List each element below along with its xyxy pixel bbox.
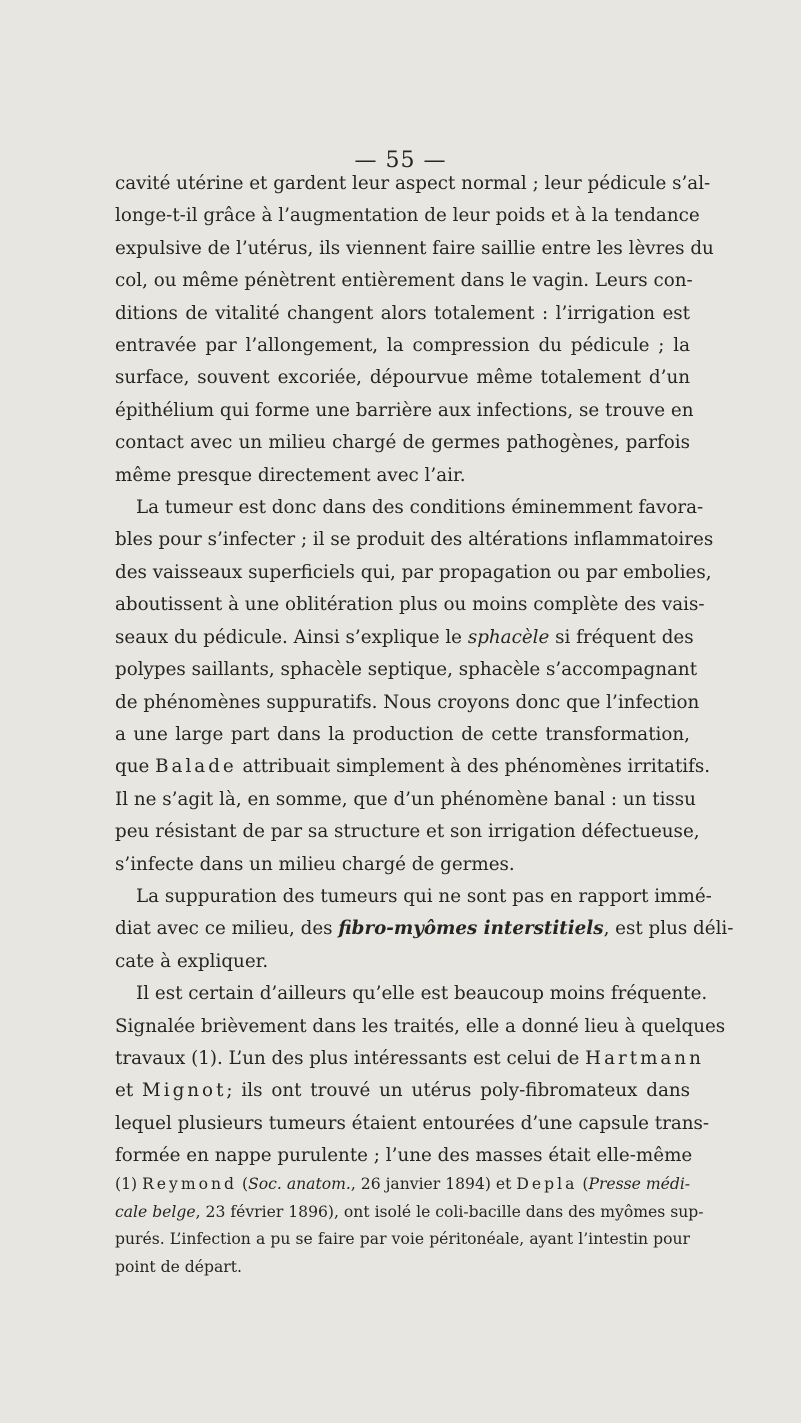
author-name: Balade: [155, 756, 237, 778]
text-line: Il ne s’agit là, en somme, que d’un phénomène banal : un tissu: [115, 788, 696, 810]
text-line: aboutissent à une oblitération plus ou moins complète des vais-: [115, 594, 705, 616]
text-line: La suppuration des tumeurs qui ne sont pas en rapport immé-: [136, 885, 712, 907]
text-line: Il est certain d’ailleurs qu’elle est beaucoup moins fréquente.: [136, 983, 708, 1005]
text-line: ditions de vitalité changent alors totalement : l’irrigation est: [115, 302, 690, 324]
text-line: entravée par l’allongement, la compression du pédicule ; la: [115, 335, 690, 357]
text-line: surface, souvent excoriée, dépourvue même totalement d’un: [115, 367, 690, 389]
footnote-line: [115, 1199, 704, 1227]
journal-title: Presse médi-: [588, 1175, 691, 1193]
text-line: La tumeur est donc dans des conditions éminemment favora-: [136, 497, 704, 519]
text-line: cavité utérine et gardent leur aspect normal ; leur pédicule s’al-: [115, 173, 711, 194]
text-line: col, ou même pénètrent entièrement dans le vagin. Leurs con-: [115, 270, 693, 292]
author-name: Reymond: [142, 1175, 238, 1193]
author-name: Depla: [516, 1175, 578, 1193]
text-segment: diat avec ce milieu, des: [115, 918, 333, 940]
text-segment: et: [115, 1080, 134, 1102]
text-line: de phénomènes suppuratifs. Nous croyons donc que l’infection: [115, 691, 700, 713]
footnote-marker: (1): [115, 1175, 138, 1193]
text-segment: seaux du pédicule. Ainsi s’explique le: [115, 626, 463, 648]
journal-title: cale belge: [115, 1202, 196, 1221]
text-segment: attribuait simplement à des phénomènes irritatifs.: [242, 756, 711, 778]
text-line: même presque directement avec l’air.: [115, 464, 466, 486]
text-segment: , est plus déli-: [603, 918, 734, 940]
text-line: a une large part dans la production de cette transformation,: [115, 723, 690, 745]
text-line: s’infecte dans un milieu chargé de germes.: [115, 853, 515, 875]
footnote-line: [115, 1171, 690, 1199]
text-line: polypes saillants, sphacèle septique, sphacèle s’accompagnant: [115, 659, 698, 681]
text-line: Signalée brièvement dans les traités, elle a donné lieu à quelques: [115, 1015, 726, 1037]
text-line: cate à expliquer.: [115, 950, 269, 972]
text-segment: (: [582, 1175, 589, 1193]
text-line: [115, 1043, 704, 1075]
text-line: longe-t-il grâce à l’augmentation de leur poids et à la tendance: [115, 205, 700, 227]
text-line: peu résistant de par sa structure et son irrigation défectueuse,: [115, 821, 700, 843]
author-name: Hartmann: [585, 1047, 704, 1069]
text-line: contact avec un milieu chargé de germes pathogènes, parfois: [115, 432, 690, 454]
footnote: [115, 1171, 704, 1281]
text-segment: travaux (1). L’un des plus intéressants est celui de: [115, 1047, 580, 1069]
text-segment: si fréquent des: [555, 626, 694, 648]
author-name: Mignot: [142, 1080, 227, 1102]
text-line: [115, 751, 711, 783]
text-segment: ; ils ont trouvé un utérus poly-fibromateux dans: [226, 1080, 691, 1102]
text-line: bles pour s’infecter ; il se produit des altérations inflammatoires: [115, 529, 714, 551]
page-number: — 55 —: [354, 148, 447, 173]
journal-title: Soc. anatom.: [248, 1175, 351, 1193]
text-line: [115, 622, 694, 654]
text-line: formée en nappe purulente ; l’une des masses était elle-même: [115, 1145, 693, 1167]
text-line: des vaisseaux superficiels qui, par propagation ou par embolies,: [115, 561, 712, 583]
text-segment: , 26 janvier 1894) et: [350, 1175, 512, 1193]
text-segment: , 23 février 1896), ont isolé le coli-bacille dans des myômes sup-: [195, 1202, 704, 1221]
text-line: expulsive de l’utérus, ils viennent faire saillie entre les lèvres du: [115, 237, 714, 259]
italic-term: sphacèle: [467, 626, 550, 648]
text-line: [115, 1075, 690, 1107]
footnote-line: purés. L’infection a pu se faire par voie péritonéale, ayant l’intestin pour: [115, 1230, 690, 1248]
text-line: lequel plusieurs tumeurs étaient entourées d’une capsule trans-: [115, 1112, 710, 1134]
footnote-line: point de départ.: [115, 1257, 242, 1276]
italic-term: fibro-myômes interstitiels: [338, 918, 604, 940]
main-text: [115, 168, 734, 1173]
text-line: [115, 913, 734, 945]
text-segment: que: [115, 756, 150, 778]
text-line: épithélium qui forme une barrière aux infections, se trouve en: [115, 399, 694, 421]
text-segment: (: [242, 1175, 249, 1193]
